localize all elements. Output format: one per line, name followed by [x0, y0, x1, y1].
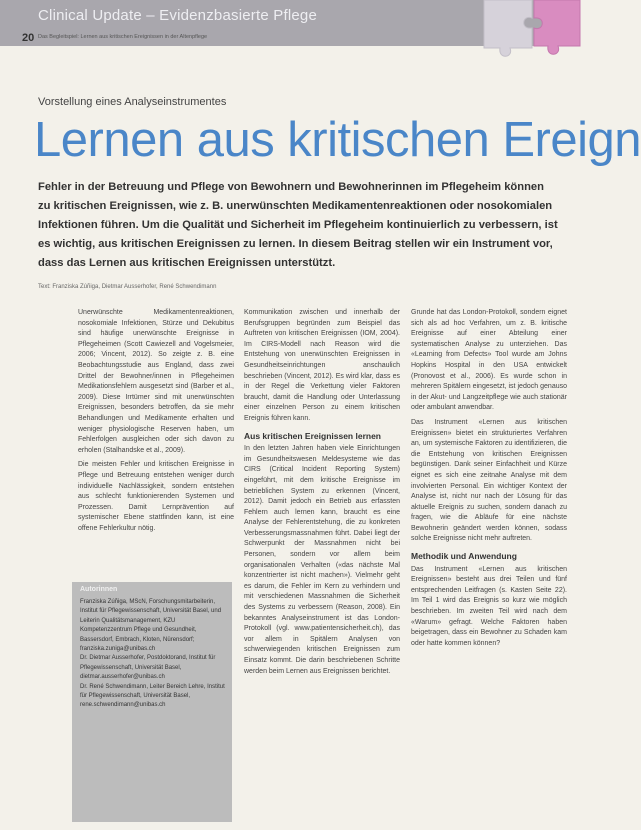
- body-column-3: [411, 308, 567, 653]
- article-headline: Lernen aus kritischen Ereign: [34, 113, 641, 167]
- article-kicker: Vorstellung eines Analyseinstrumentes: [38, 96, 227, 108]
- body-column-2: [244, 308, 400, 681]
- page-number: 20: [22, 32, 35, 44]
- section-title: Clinical Update – Evidenzbasierte Pflege: [38, 7, 317, 24]
- paragraph: Unerwünschte Medikamentenreaktionen, nosokomiale Infektionen, Stürze und Dekubitus sind häufige unerwünschte Ereignisse in Pflegeheimen (Scott Cawiezell and Vogelsmeier, 2006; Vincent, 2012). So zeigte z. B. eine Beobachtungsstudie aus England, dass zwei Drittel der Bewohner/innen in Pflegeheimen Medikationsfehlern ausgesetzt sind (Barber et al., 2009). Diese Irrtümer sind mit unerwünschten Ereignissen, besonders betroffen, da sie mehr Behandlungen und Medikamente erhalten und weniger physiologische Reserven haben, um Fehlerfolgen ausgleichen oder sich davon zu erholen (Stalhandske et al., 2009).: [78, 309, 234, 454]
- article-lead: Fehler in der Betreuung und Pflege von Bewohnern und Bewohnerinnen im Pflegeheim können zu kritischen Ereignissen, wie z. B. unerwünschten Medikamentenreaktionen oder nosokomialen Infektionen führen. Um die Qualität und Sicherheit im Pflegeheim kontinuierlich zu verbessern, ist es wichtig, aus kritischen Ereignissen zu lernen. In diesem Beitrag stellen wir ein Instrument vor, dass das Lernen aus kritischen Ereignissen unterstützt.: [38, 181, 558, 269]
- puzzle-pieces-icon: [474, 0, 580, 66]
- article-byline: Text: Franziska Zúñiga, Dietmar Ausserhofer, René Schwendimann: [38, 284, 217, 290]
- paragraph: Das Instrument «Lernen aus kritischen Ereignissen» besteht aus drei Teilen und fünf entsprechenden Leitfragen (s. Kasten Seite 22). Im Teil 1 wird das Ereignis so kurz wie möglich beschrieben. Im zweiten Teil wird nach dem «Warum» gefragt. Welche Faktoren haben beigetragen, dass ein Bewohner zu Schaden kam oder hatte kommen können?: [411, 565, 567, 647]
- body-column-1: [78, 308, 234, 538]
- author-info-box: [72, 582, 232, 822]
- author-entry: Dr. Dietmar Ausserhofer, Postdoktorand, Institut für Pflegewissenschaft, Universität Basel, dietmar.ausserhofer@unibas.ch: [80, 655, 216, 681]
- author-entry: Franziska Zúñiga, MScN, Forschungsmitarbeiterin, Institut für Pflegewissenschaft, Universität Basel, und Leiterin Qualitätsmanagement, KZU Kompetenzzentrum Pflege und Gesundheit, Bassersdorf, Embrach, Kloten, Nürensdorf; franziska.zuniga@unibas.ch: [80, 599, 222, 653]
- paragraph: Grunde hat das London-Protokoll, sondern eignet sich als ad hoc Verfahren, um z. B. kritische Ereignisse auf einer Abteilung einer systematischen Analyse zu unterziehen. Das «Learning from Defects» Tool wurde am Johns Hopkins Hospital in den USA entwickelt (Pronovost et al., 2006). Es wurde schon in mehreren Spitälern eingesetzt, ist jedoch genauso in der Akut- und Langzeitpflege wie auch stationär oder ambulant anwendbar.: [411, 309, 567, 412]
- running-line: Das Begleitspiel: Lernen aus kritischen Ereignissen in der Altenpflege: [38, 34, 208, 40]
- subheading: Aus kritischen Ereignissen lernen: [244, 430, 381, 441]
- author-box-text: [80, 598, 226, 711]
- paragraph: Die meisten Fehler und kritischen Ereignisse in Pflege und Betreuung entstehen weniger durch individuelle Nachlässigkeit, sondern entstehen aus schlecht funktionierenden Systemen und Prozessen. Damit Lernprävention auf systemischer Ebene stattfinden kann, ist eine offene Fehlerkultur nötig.: [78, 461, 234, 532]
- paragraph: Das Instrument «Lernen aus kritischen Ereignissen» bietet ein strukturiertes Verfahren an, um systemische Faktoren zu identifizieren, die die Entstehung von kritischen Ereignissen begünstigen. Dank seiner Einfachheit und Kürze eignet es sich eine zeitnahe Analyse mit dem involvierten Personal. Ein wichtiger Kontext der Analyse ist, nicht nur nach der Lösung für das aktuelle Ereignis zu suchen, sondern danach zu fragen, wie die Abläufe für eine nächste Bewohnerin geändert werden können, sodass solche Ereignisse nicht mehr auftreten.: [411, 418, 567, 543]
- author-box-title: Autorinnen: [80, 586, 118, 593]
- paragraph: Kommunikation zwischen und innerhalb der Berufsgruppen begründen zum Beispiel das Auftreten von kritischen Ereignissen (IOM, 2004). Im CIRS-Modell nach Reason wird die Entstehung von unerwünschten Ereignissen in Gesundheitseinrichtungen anschaulich beschrieben (Vincent, 2012). Es wird klar, dass es in der Regel die Verkettung vieler Faktoren braucht, damit die Handlung oder Unterlassung einer einzelnen Person zu einem kritischen Ereignis führen kann.: [244, 309, 400, 422]
- paragraph: In den letzten Jahren haben viele Einrichtungen im Gesundheitswesen Meldesysteme wie das CIRS (Critical Incident Reporting System) eingeführt, mit dem kritische Ereignisse im betrieblichen System zu erkennen (Vincent, 2012). Damit jedoch ein Betrieb aus erfassten Fehlern auch lernen kann, braucht es eine Analyse der Fehlerentstehung, die zu konkreten Verbesserungsmassnahmen führt. Dabei liegt der Schwerpunkt der Massnahmen nicht bei Personen, sondern vor allem beim organisationalen Verhalten («das nächste Mal konzentrierter ist nicht machen»). Vielmehr geht es darum, die Fehler im Kern zu verhindern und mit verschiedenen Massnahmen die Sicherheit des Systems zu verbessern (Reason, 2008). Ein bekanntes Analyseinstrument ist das London-Protokoll (vgl. www.patientensicherheit.ch), das vor allem in Spitälern Analysen von schwerwiegenden kritischen Ereignissen zum Einsatz kommt. Die darin beschriebenen Schritte werden beim Lernen aus Ereignissen berichtet.: [244, 445, 400, 675]
- author-entry: Dr. René Schwendimann, Leiter Bereich Lehre, Institut für Pflegewissenschaft, Universität Basel, rene.schwendimann@unibas.ch: [80, 683, 225, 709]
- subheading: Methodik und Anwendung: [411, 551, 517, 562]
